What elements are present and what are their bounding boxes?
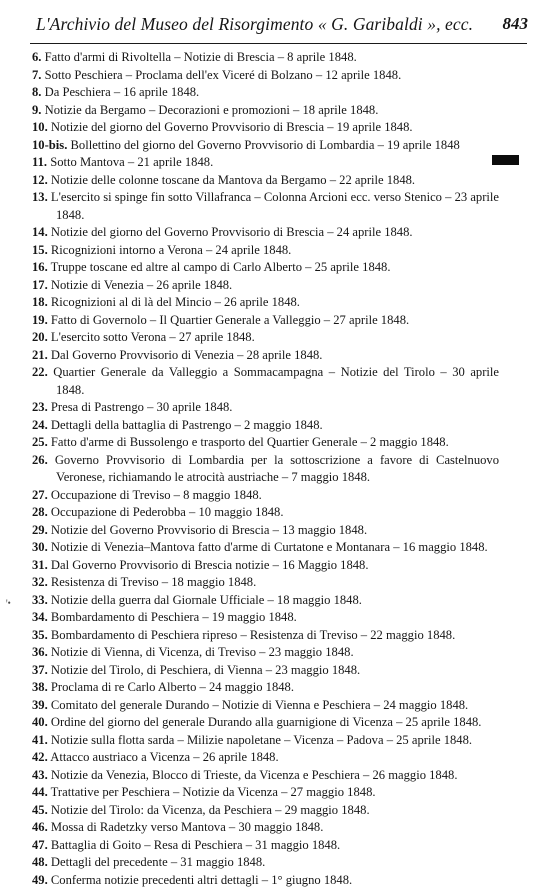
entry-text: Notizie di Venezia–Mantova fatto d'arme di Curtatone e Montanara – 16 maggio 1848. <box>51 540 488 554</box>
list-item <box>0 627 499 645</box>
entry-number: 18. <box>32 295 48 309</box>
list-item <box>0 277 499 295</box>
entry-text: Bombardamento di Peschiera ripreso – Resistenza di Treviso – 22 maggio 1848. <box>51 628 455 642</box>
list-item <box>0 172 499 190</box>
entry-list <box>0 49 550 889</box>
entry-number: 42. <box>32 750 48 764</box>
list-item <box>0 802 499 820</box>
entry-number: 7. <box>32 68 41 82</box>
entry-number: 38. <box>32 680 48 694</box>
entry-text: Battaglia di Goito – Resa di Peschiera – 31 maggio 1848. <box>51 838 340 852</box>
entry-text: Fatto di Governolo – Il Quartier Generale a Valleggio – 27 aprile 1848. <box>51 313 409 327</box>
entry-text: Presa di Pastrengo – 30 aprile 1848. <box>51 400 233 414</box>
entry-text: Notizie del Tirolo, di Peschiera, di Vienna – 23 maggio 1848. <box>51 663 360 677</box>
entry-number: 47. <box>32 838 48 852</box>
entry-text: Comitato del generale Durando – Notizie di Vienna e Peschiera – 24 maggio 1848. <box>51 698 468 712</box>
entry-text: Trattative per Peschiera – Notizie da Vicenza – 27 maggio 1848. <box>51 785 376 799</box>
entry-text: Attacco austriaco a Vicenza – 26 aprile 1848. <box>50 750 278 764</box>
entry-text: Bollettino del giorno del Governo Provvisorio di Lombardia – 19 aprile 1848 <box>71 138 460 152</box>
entry-text: L'esercito si spinge fin sotto Villafranca – Colonna Arcioni ecc. verso Stenico – 23 aprile 1848. <box>51 190 499 222</box>
list-item <box>0 189 499 224</box>
entry-number: 9. <box>32 103 41 117</box>
entry-text: Notizie sulla flotta sarda – Milizie napoletane – Vicenza – Padova – 25 aprile 1848. <box>51 733 472 747</box>
entry-number: 28. <box>32 505 48 519</box>
list-item <box>0 329 499 347</box>
entry-text: Notizie del giorno del Governo Provvisorio di Brescia – 24 aprile 1848. <box>51 225 413 239</box>
list-item <box>0 609 499 627</box>
entry-number: 40. <box>32 715 48 729</box>
entry-text: Notizie delle colonne toscane da Mantova da Bergamo – 22 aprile 1848. <box>51 173 415 187</box>
entry-number: 49. <box>32 873 48 887</box>
list-item <box>0 434 499 452</box>
entry-number: 16. <box>32 260 48 274</box>
entry-text: Bombardamento di Peschiera – 19 maggio 1848. <box>51 610 297 624</box>
entry-number: 23. <box>32 400 48 414</box>
list-item <box>0 574 499 592</box>
entry-text: Da Peschiera – 16 aprile 1848. <box>45 85 200 99</box>
list-item <box>0 749 499 767</box>
entry-number: 36. <box>32 645 48 659</box>
list-item <box>0 452 499 487</box>
list-item <box>0 714 499 732</box>
entry-text: Sotto Mantova – 21 aprile 1848. <box>50 155 213 169</box>
entry-text: Truppe toscane ed altre al campo di Carlo Alberto – 25 aprile 1848. <box>51 260 391 274</box>
entry-text: Notizie di Vienna, di Vicenza, di Treviso – 23 maggio 1848. <box>51 645 354 659</box>
entry-text: Notizie da Bergamo – Decorazioni e promozioni – 18 aprile 1848. <box>45 103 379 117</box>
list-item <box>0 557 499 575</box>
entry-number: 14. <box>32 225 48 239</box>
entry-text: Notizie di Venezia – 26 aprile 1848. <box>51 278 232 292</box>
entry-text: Dal Governo Provvisorio di Brescia notizie – 16 Maggio 1848. <box>51 558 369 572</box>
page-number: 843 <box>503 14 529 34</box>
list-item <box>0 487 499 505</box>
entry-number: 10. <box>32 120 48 134</box>
entry-number: 10-bis. <box>32 138 67 152</box>
entry-number: 25. <box>32 435 48 449</box>
entry-number: 30. <box>32 540 48 554</box>
entry-number: 17. <box>32 278 48 292</box>
entry-text: Mossa di Radetzky verso Mantova – 30 maggio 1848. <box>51 820 323 834</box>
entry-text: Notizie del Tirolo: da Vicenza, da Peschiera – 29 maggio 1848. <box>51 803 370 817</box>
list-item <box>0 312 499 330</box>
entry-number: 45. <box>32 803 48 817</box>
list-item <box>0 872 499 889</box>
list-item <box>0 837 499 855</box>
entry-number: 41. <box>32 733 48 747</box>
entry-number: 20. <box>32 330 48 344</box>
entry-text: Occupazione di Treviso – 8 maggio 1848. <box>51 488 262 502</box>
entry-text: Occupazione di Pederobba – 10 maggio 1848. <box>51 505 284 519</box>
entry-number: 12. <box>32 173 48 187</box>
entry-text: Notizie da Venezia, Blocco di Trieste, da Vicenza e Peschiera – 26 maggio 1848. <box>51 768 458 782</box>
entry-number: 27. <box>32 488 48 502</box>
entry-number: 46. <box>32 820 48 834</box>
entry-text: Notizie del giorno del Governo Provvisorio di Brescia – 19 aprile 1848. <box>51 120 413 134</box>
entry-text: Conferma notizie precedenti altri dettagli – 1° giugno 1848. <box>51 873 352 887</box>
entry-text: Notizie del Governo Provvisorio di Brescia – 13 maggio 1848. <box>51 523 367 537</box>
entry-number: 37. <box>32 663 48 677</box>
entry-text: Sotto Peschiera – Proclama dell'ex Viceré di Bolzano – 12 aprile 1848. <box>45 68 402 82</box>
list-item <box>0 259 499 277</box>
entry-text: Dettagli del precedente – 31 maggio 1848. <box>51 855 265 869</box>
list-item <box>0 662 499 680</box>
entry-text: Dal Governo Provvisorio di Venezia – 28 aprile 1848. <box>51 348 323 362</box>
list-item <box>0 84 499 102</box>
entry-number: 13. <box>32 190 48 204</box>
margin-mark: ꞌ• <box>6 598 11 608</box>
entry-text: Ordine del giorno del generale Durando alla guarnigione di Vicenza – 25 aprile 1848. <box>51 715 482 729</box>
list-item <box>0 417 499 435</box>
entry-number: 35. <box>32 628 48 642</box>
entry-text: Quartier Generale da Valleggio a Sommacampagna – Notizie del Tirolo – 30 aprile 1848. <box>53 365 499 397</box>
entry-number: 26. <box>32 453 48 467</box>
list-item <box>0 644 499 662</box>
entry-text: Ricognizioni intorno a Verona – 24 aprile 1848. <box>51 243 291 257</box>
list-item <box>0 784 499 802</box>
list-item <box>0 154 499 172</box>
running-title: L'Archivio del Museo del Risorgimento « G. Garibaldi », ecc. <box>36 14 473 35</box>
entry-number: 19. <box>32 313 48 327</box>
list-item <box>0 697 499 715</box>
entry-text: Fatto d'arme di Bussolengo e trasporto del Quartier Generale – 2 maggio 1848. <box>51 435 449 449</box>
redaction-mark <box>492 155 519 165</box>
entry-number: 21. <box>32 348 48 362</box>
list-item <box>0 854 499 872</box>
entry-number: 22. <box>32 365 48 379</box>
entry-text: Fatto d'armi di Rivoltella – Notizie di Brescia – 8 aprile 1848. <box>45 50 357 64</box>
entry-number: 6. <box>32 50 41 64</box>
list-item <box>0 347 499 365</box>
entry-text: Governo Provvisorio di Lombardia per la sottoscrizione a favore di Castelnuovo Veronese, richiamando le atrocità austriache – 7 maggio 1848. <box>55 453 499 485</box>
entry-number: 31. <box>32 558 48 572</box>
entry-number: 11. <box>32 155 47 169</box>
entry-text: Resistenza di Treviso – 18 maggio 1848. <box>51 575 256 589</box>
list-item <box>0 242 499 260</box>
entry-text: Proclama di re Carlo Alberto – 24 maggio 1848. <box>51 680 294 694</box>
list-item <box>0 539 499 557</box>
entry-number: 32. <box>32 575 48 589</box>
list-item <box>0 679 499 697</box>
entry-number: 24. <box>32 418 48 432</box>
list-item <box>0 732 499 750</box>
entry-text: Dettagli della battaglia di Pastrengo – 2 maggio 1848. <box>51 418 323 432</box>
entry-text: L'esercito sotto Verona – 27 aprile 1848. <box>51 330 255 344</box>
entry-number: 39. <box>32 698 48 712</box>
list-item <box>0 224 499 242</box>
list-item <box>0 67 499 85</box>
entry-number: 29. <box>32 523 48 537</box>
list-item <box>0 504 499 522</box>
entry-number: 34. <box>32 610 48 624</box>
list-item <box>0 102 499 120</box>
list-item <box>0 137 499 155</box>
header-rule <box>30 43 527 44</box>
list-item <box>0 49 499 67</box>
list-item <box>0 522 499 540</box>
entry-number: 43. <box>32 768 48 782</box>
list-item <box>0 119 499 137</box>
list-item <box>0 294 499 312</box>
entry-text: Ricognizioni al di là del Mincio – 26 aprile 1848. <box>51 295 300 309</box>
list-item <box>0 399 499 417</box>
entry-number: 15. <box>32 243 48 257</box>
entry-number: 44. <box>32 785 48 799</box>
entry-number: 8. <box>32 85 41 99</box>
entry-text: Notizie della guerra dal Giornale Ufficiale – 18 maggio 1848. <box>51 593 362 607</box>
list-item <box>0 364 499 399</box>
entry-number: 33. <box>32 593 48 607</box>
page-header <box>30 14 528 36</box>
list-item <box>0 767 499 785</box>
entry-number: 48. <box>32 855 48 869</box>
list-item <box>0 592 499 610</box>
